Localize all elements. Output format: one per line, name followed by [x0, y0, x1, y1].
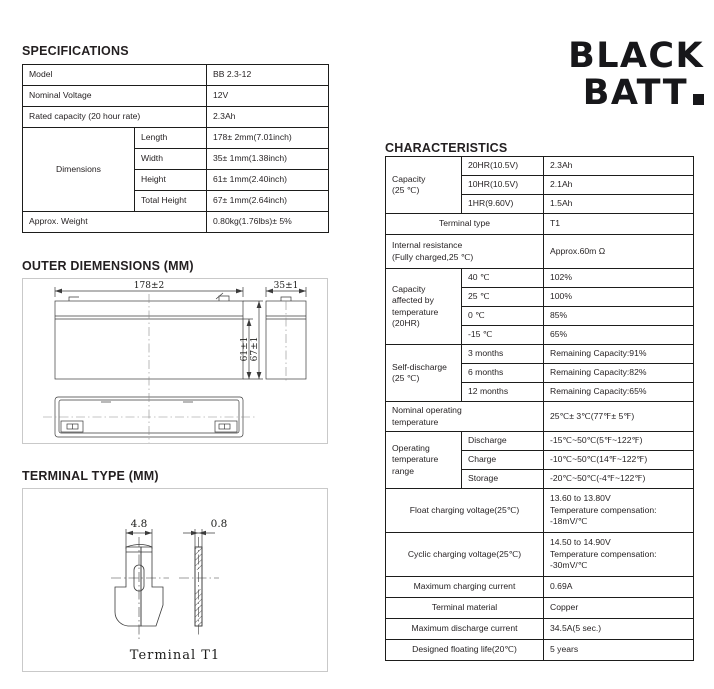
logo-line-batt: BATT [582, 73, 688, 113]
char-value-temp-minus15: 65% [544, 326, 694, 345]
spec-label-rated-capacity: Rated capacity (20 hour rate) [23, 107, 207, 128]
char-value-max-discharge-current: 34.5A(5 sec.) [544, 619, 694, 640]
char-sub-temp-minus15: -15 ℃ [462, 326, 544, 345]
table-row [386, 619, 694, 640]
spec-value-model: BB 2.3-12 [207, 65, 329, 86]
outer-dimensions-heading: OUTER DIEMENSIONS (MM) [22, 259, 194, 273]
char-label-nominal-operating: Nominal operating temperature [386, 402, 544, 432]
characteristics-heading: CHARACTERISTICS [385, 141, 508, 155]
char-sub-storage: Storage [462, 470, 544, 489]
char-value-discharge: -15℃~50℃(5℉~122℉) [544, 432, 694, 451]
spec-value-nominal-voltage: 12V [207, 86, 329, 107]
table-row [386, 577, 694, 598]
char-label-capacity: Capacity (25 ℃) [386, 157, 462, 214]
char-sub-charge: Charge [462, 451, 544, 470]
char-sub-temp-25: 25 ℃ [462, 288, 544, 307]
spec-value-weight: 0.80kg(1.76lbs)± 5% [207, 212, 329, 233]
spec-label-dimensions: Dimensions [23, 128, 135, 212]
outer-dimensions-drawing-panel [22, 278, 328, 444]
char-sub-capacity-10hr: 10HR(10.5V) [462, 176, 544, 195]
brand-logo [549, 38, 704, 116]
char-label-max-charging-current: Maximum charging current [386, 577, 544, 598]
char-sub-self-12m: 12 months [462, 383, 544, 402]
char-value-temp-25: 100% [544, 288, 694, 307]
char-value-float-charging: 13.60 to 13.80V Temperature compensation: -18mV/℃ [544, 489, 694, 533]
table-row [386, 533, 694, 577]
spec-value-rated-capacity: 2.3Ah [207, 107, 329, 128]
logo-line-batt-wrap [583, 75, 704, 112]
table-row [386, 640, 694, 661]
characteristics-table [385, 156, 694, 661]
char-value-nominal-operating: 25℃± 3℃(77℉± 5℉) [544, 402, 694, 432]
char-value-self-6m: Remaining Capacity:82% [544, 364, 694, 383]
table-row [386, 214, 694, 235]
char-label-max-discharge-current: Maximum discharge current [386, 619, 544, 640]
char-value-cyclic-charging: 14.50 to 14.90V Temperature compensation: -30mV/℃ [544, 533, 694, 577]
char-sub-capacity-20hr: 20HR(10.5V) [462, 157, 544, 176]
spec-sub-total-height: Total Height [135, 191, 207, 212]
table-row [23, 107, 329, 128]
table-row [386, 345, 694, 364]
char-label-temp-capacity: Capacity affected by temperature (20HR) [386, 269, 462, 345]
char-label-cyclic-charging: Cyclic charging voltage(25℃) [386, 533, 544, 577]
char-value-self-3m: Remaining Capacity:91% [544, 345, 694, 364]
char-value-capacity-1hr: 1.5Ah [544, 195, 694, 214]
table-row [386, 598, 694, 619]
table-row [386, 432, 694, 451]
char-label-operating-range: Operating temperature range [386, 432, 462, 489]
char-label-float-charging: Float charging voltage(25℃) [386, 489, 544, 533]
terminal-dim-face: 4.8 [130, 518, 148, 530]
dim-text-width: 35±1 [273, 281, 299, 291]
table-row [23, 86, 329, 107]
dim-text-height: 61±1 [240, 336, 250, 362]
char-sub-self-6m: 6 months [462, 364, 544, 383]
char-value-storage: -20℃~50℃(-4℉~122℉) [544, 470, 694, 489]
char-sub-temp-40: 40 ℃ [462, 269, 544, 288]
char-sub-self-3m: 3 months [462, 345, 544, 364]
char-label-floating-life: Designed floating life(20℃) [386, 640, 544, 661]
table-row [386, 402, 694, 432]
spec-value-length: 178± 2mm(7.01inch) [207, 128, 329, 149]
spec-value-total-height: 67± 1mm(2.64inch) [207, 191, 329, 212]
logo-square-mark [693, 94, 704, 105]
char-label-terminal-material: Terminal material [386, 598, 544, 619]
table-row [23, 212, 329, 233]
char-label-terminal-type: Terminal type [386, 214, 544, 235]
char-value-floating-life: 5 years [544, 640, 694, 661]
spec-sub-length: Length [135, 128, 207, 149]
terminal-type-heading: TERMINAL TYPE (MM) [22, 469, 159, 483]
char-value-self-12m: Remaining Capacity:65% [544, 383, 694, 402]
table-row [386, 489, 694, 533]
terminal-dim-thickness: 0.8 [210, 518, 228, 530]
table-row [23, 65, 329, 86]
char-sub-capacity-1hr: 1HR(9.60V) [462, 195, 544, 214]
char-sub-temp-0: 0 ℃ [462, 307, 544, 326]
char-value-temp-40: 102% [544, 269, 694, 288]
specifications-heading: SPECIFICATIONS [22, 44, 129, 58]
char-sub-discharge: Discharge [462, 432, 544, 451]
spec-value-height: 61± 1mm(2.40inch) [207, 170, 329, 191]
terminal-type-drawing [23, 489, 327, 671]
char-value-capacity-20hr: 2.3Ah [544, 157, 694, 176]
char-value-charge: -10℃~50℃(14℉~122℉) [544, 451, 694, 470]
char-value-temp-0: 85% [544, 307, 694, 326]
spec-label-weight: Approx. Weight [23, 212, 207, 233]
table-row [386, 157, 694, 176]
spec-sub-width: Width [135, 149, 207, 170]
table-row [23, 128, 329, 149]
char-value-terminal-material: Copper [544, 598, 694, 619]
dim-text-length: 178±2 [133, 281, 165, 291]
char-label-self-discharge: Self-discharge (25 ℃) [386, 345, 462, 402]
spec-label-nominal-voltage: Nominal Voltage [23, 86, 207, 107]
outer-dimensions-drawing [23, 279, 327, 443]
specifications-table [22, 64, 329, 233]
char-label-internal-resistance: Internal resistance (Fully charged,25 ℃) [386, 235, 544, 269]
table-row [386, 235, 694, 269]
table-row [386, 269, 694, 288]
char-value-capacity-10hr: 2.1Ah [544, 176, 694, 195]
terminal-caption: Terminal T1 [129, 648, 221, 663]
terminal-type-drawing-panel [22, 488, 328, 672]
spec-label-model: Model [23, 65, 207, 86]
char-value-terminal-type: T1 [544, 214, 694, 235]
spec-value-width: 35± 1mm(1.38inch) [207, 149, 329, 170]
dim-text-total-height: 67±1 [250, 336, 260, 362]
terminal-face-outline [115, 547, 141, 626]
char-value-internal-resistance: Approx.60m Ω [544, 235, 694, 269]
char-value-max-charging-current: 0.69A [544, 577, 694, 598]
logo-line-black: BLACK [568, 36, 704, 76]
spec-sub-height: Height [135, 170, 207, 191]
